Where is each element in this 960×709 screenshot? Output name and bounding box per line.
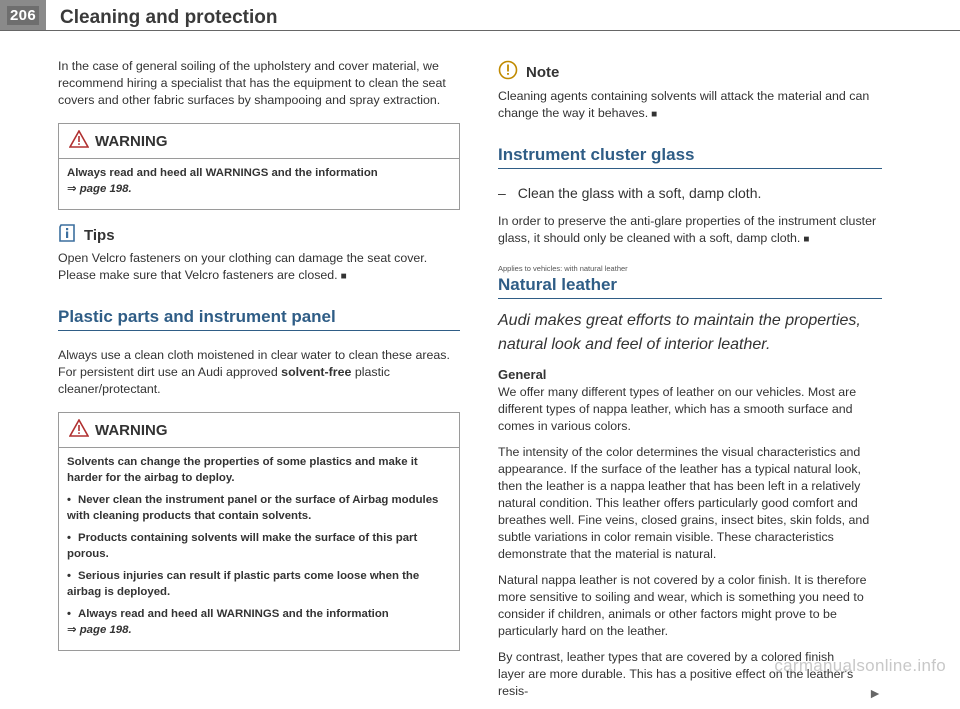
leather-paragraph-2: The intensity of the color determines the visual characteristics and appearance. If the surface of the leather has a typical natural look, then the leather is a nappa leather that has been left in a relatively natural condition. This leather offers particularly good comfort and breathes well. Fine veins, closed grains, insect bites, skin folds, and subtle variations in color remain visible. These characteristics demonstrate that the material is natural. bbox=[498, 445, 870, 561]
warning-title: WARNING bbox=[95, 132, 168, 150]
note-header bbox=[498, 60, 882, 84]
upholstery-paragraph: In the case of general soiling of the upholstery and cover material, we recommend hiring a specialist that has the equipment to clean the seat covers and other fabric surfaces by shampooing and spray extraction. bbox=[58, 59, 446, 107]
warning-body bbox=[59, 159, 459, 209]
page-reference-link[interactable]: ⇒ page 198. bbox=[67, 624, 132, 636]
warning-bullet: • Products containing solvents will make the surface of this part porous. bbox=[67, 530, 451, 562]
end-square-icon: ■ bbox=[651, 109, 658, 120]
end-square-icon: ■ bbox=[803, 234, 810, 245]
section-title-instrument-cluster: Instrument cluster glass bbox=[498, 145, 882, 169]
cluster-paragraph: In order to preserve the anti-glare properties of the instrument cluster glass, it should only be cleaned with a soft, damp cloth. ■ bbox=[498, 214, 877, 245]
page-header-title: Cleaning and protection bbox=[60, 7, 278, 28]
leather-paragraph-3: Natural nappa leather is not covered by a color finish. It is therefore more sensitive to soiling and wear, which is something you need to consider if children, animals or other factors might prove to be particularly hard on the leather. bbox=[498, 573, 867, 638]
leather-paragraph-4: By contrast, leather types that are covered by a colored finish layer are more durable. This has a positive effect on the leather's resis- ► bbox=[498, 650, 882, 701]
tips-header bbox=[58, 224, 460, 246]
note-paragraph: Cleaning agents containing solvents will attack the material and can change the way it behaves. ■ bbox=[498, 89, 870, 120]
exclamation-circle-icon bbox=[498, 60, 518, 84]
warning-text: Always read and heed all WARNINGS and the information bbox=[67, 167, 378, 179]
subhead-general: General bbox=[498, 367, 547, 382]
warning-header bbox=[59, 413, 459, 448]
info-icon bbox=[58, 224, 76, 246]
warning-triangle-icon bbox=[69, 419, 89, 441]
warning-header bbox=[59, 124, 459, 159]
section-title-natural-leather: Natural leather bbox=[498, 275, 882, 299]
tips-title: Tips bbox=[84, 226, 115, 244]
continue-arrow-icon: ► bbox=[868, 685, 882, 701]
warning-triangle-icon bbox=[69, 130, 89, 152]
warning-box-2 bbox=[58, 412, 460, 651]
warning-box-1 bbox=[58, 123, 460, 210]
warning-bullet: • Never clean the instrument panel or the surface of Airbag modules with cleaning products that contain solvents. bbox=[67, 492, 451, 524]
warning-body bbox=[59, 448, 459, 650]
watermark: carmanualsonline.info bbox=[774, 656, 946, 675]
warning-title: WARNING bbox=[95, 421, 168, 439]
plastic-paragraph: Always use a clean cloth moistened in clear water to clean these areas. For persistent dirt use an Audi approved solvent-free plastic cleaner/protectant. bbox=[58, 348, 450, 396]
section-title-plastic-parts: Plastic parts and instrument panel bbox=[58, 307, 460, 331]
left-column bbox=[58, 58, 460, 665]
right-column bbox=[498, 58, 882, 709]
warning-lead: Solvents can change the properties of some plastics and make it harder for the airbag to deploy. bbox=[67, 456, 418, 484]
instruction-step: – Clean the glass with a soft, damp cloth. bbox=[498, 185, 882, 201]
tips-paragraph: Open Velcro fasteners on your clothing can damage the seat cover. Please make sure that Velcro fasteners are closed. ■ bbox=[58, 251, 428, 282]
leather-intro: Audi makes great efforts to maintain the properties, natural look and feel of interior leather. bbox=[498, 312, 861, 353]
warning-bullet: • Serious injuries can result if plastic parts come loose when the airbag is deployed. bbox=[67, 568, 451, 600]
warning-bullet: • Always read and heed all WARNINGS and the information ⇒ page 198. bbox=[67, 606, 451, 638]
page-reference-link[interactable]: ⇒ page 198. bbox=[67, 183, 132, 195]
end-square-icon: ■ bbox=[340, 271, 347, 282]
leather-paragraph-1: We offer many different types of leather on our vehicles. Most are different types of nappa leather, which has a smooth surface and comes in various colors. bbox=[498, 385, 857, 433]
header-divider bbox=[0, 30, 960, 31]
note-title: Note bbox=[526, 63, 560, 81]
applies-to-label: Applies to vehicles: with natural leather bbox=[498, 264, 628, 273]
page-number: 206 bbox=[0, 0, 46, 30]
